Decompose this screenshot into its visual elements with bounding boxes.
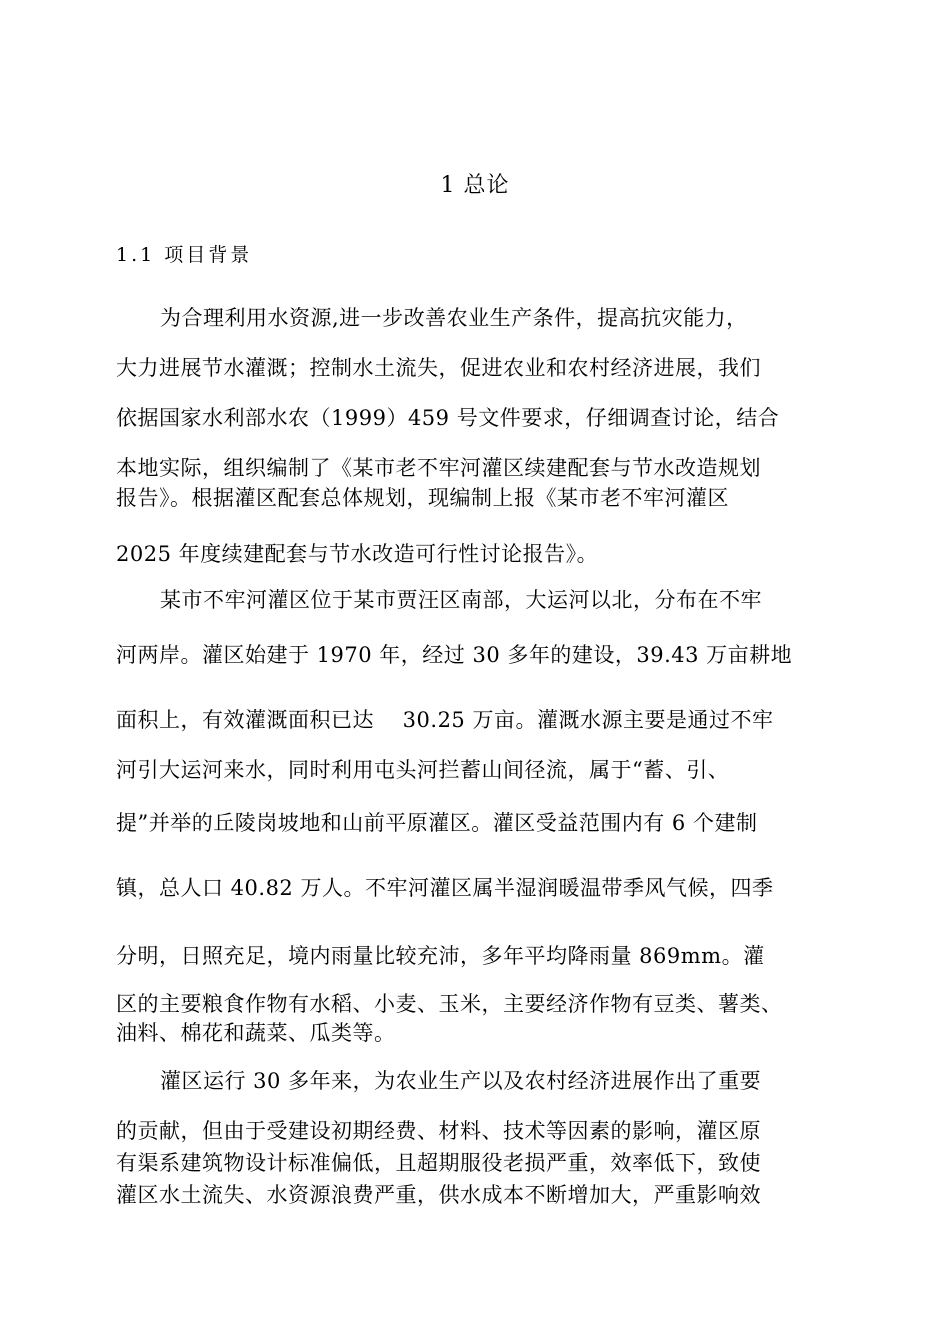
paragraph-line: 灌区运行 30 多年来，为农业生产以及农村经济进展作出了重要	[160, 1069, 762, 1093]
paragraph-line: 有渠系建筑物设计标准偏低，且超期服役老损严重，效率低下，致使	[116, 1151, 761, 1175]
paragraph-line: 分明，日照充足，境内雨量比较充沛，多年平均降雨量 869mm。灌	[116, 944, 765, 968]
paragraph-line: 本地实际，组织编制了《某市老不牢河灌区续建配套与节水改造规划	[116, 456, 761, 480]
paragraph-line: 油料、棉花和蔬菜、瓜类等。	[116, 1021, 396, 1045]
paragraph-line: 河引大运河来水，同时利用屯头河拦蓄山间径流，属于“蓄、引、	[116, 758, 730, 782]
paragraph-line: 2025 年度续建配套与节水改造可行性讨论报告》。	[116, 542, 599, 566]
paragraph-line: 河两岸。灌区始建于 1970 年，经过 30 多年的建设，39.43 万亩耕地	[116, 643, 793, 667]
paragraph-line: 报告》。根据灌区配套总体规划，现编制上报《某市老不牢河灌区	[116, 486, 729, 510]
paragraph-line: 某市不牢河灌区位于某市贾汪区南部，大运河以北，分布在不牢	[160, 588, 762, 612]
paragraph-line: 提”并举的丘陵岗坡地和山前平原灌区。灌区受益范围内有 6 个建制	[116, 811, 758, 835]
paragraph-line: 依据国家水利部水农（1999）459 号文件要求，仔细调查讨论，结合	[116, 406, 780, 430]
paragraph-line: 灌区水土流失、水资源浪费严重，供水成本不断增加大，严重影响效	[116, 1183, 761, 1207]
paragraph-line: 大力进展节水灌溉；控制水土流失，促进农业和农村经济进展，我们	[116, 356, 761, 380]
paragraph-line: 区的主要粮食作物有水稻、小麦、玉米，主要经济作物有豆类、薯类、	[116, 992, 783, 1016]
paragraph-line: 为合理利用水资源,进一步改善农业生产条件，提高抗灾能力，	[160, 306, 748, 330]
chapter-title: 1 总论	[440, 173, 510, 198]
paragraph-line: 面积上，有效灌溉面积已达 30.25 万亩。灌溉水源主要是通过不牢	[116, 708, 774, 732]
paragraph-line: 镇，总人口 40.82 万人。不牢河灌区属半湿润暖温带季风气候，四季	[116, 876, 774, 900]
section-heading: 1.1 项目背景	[116, 244, 253, 266]
paragraph-line: 的贡献，但由于受建设初期经费、材料、技术等因素的影响，灌区原	[116, 1119, 761, 1143]
